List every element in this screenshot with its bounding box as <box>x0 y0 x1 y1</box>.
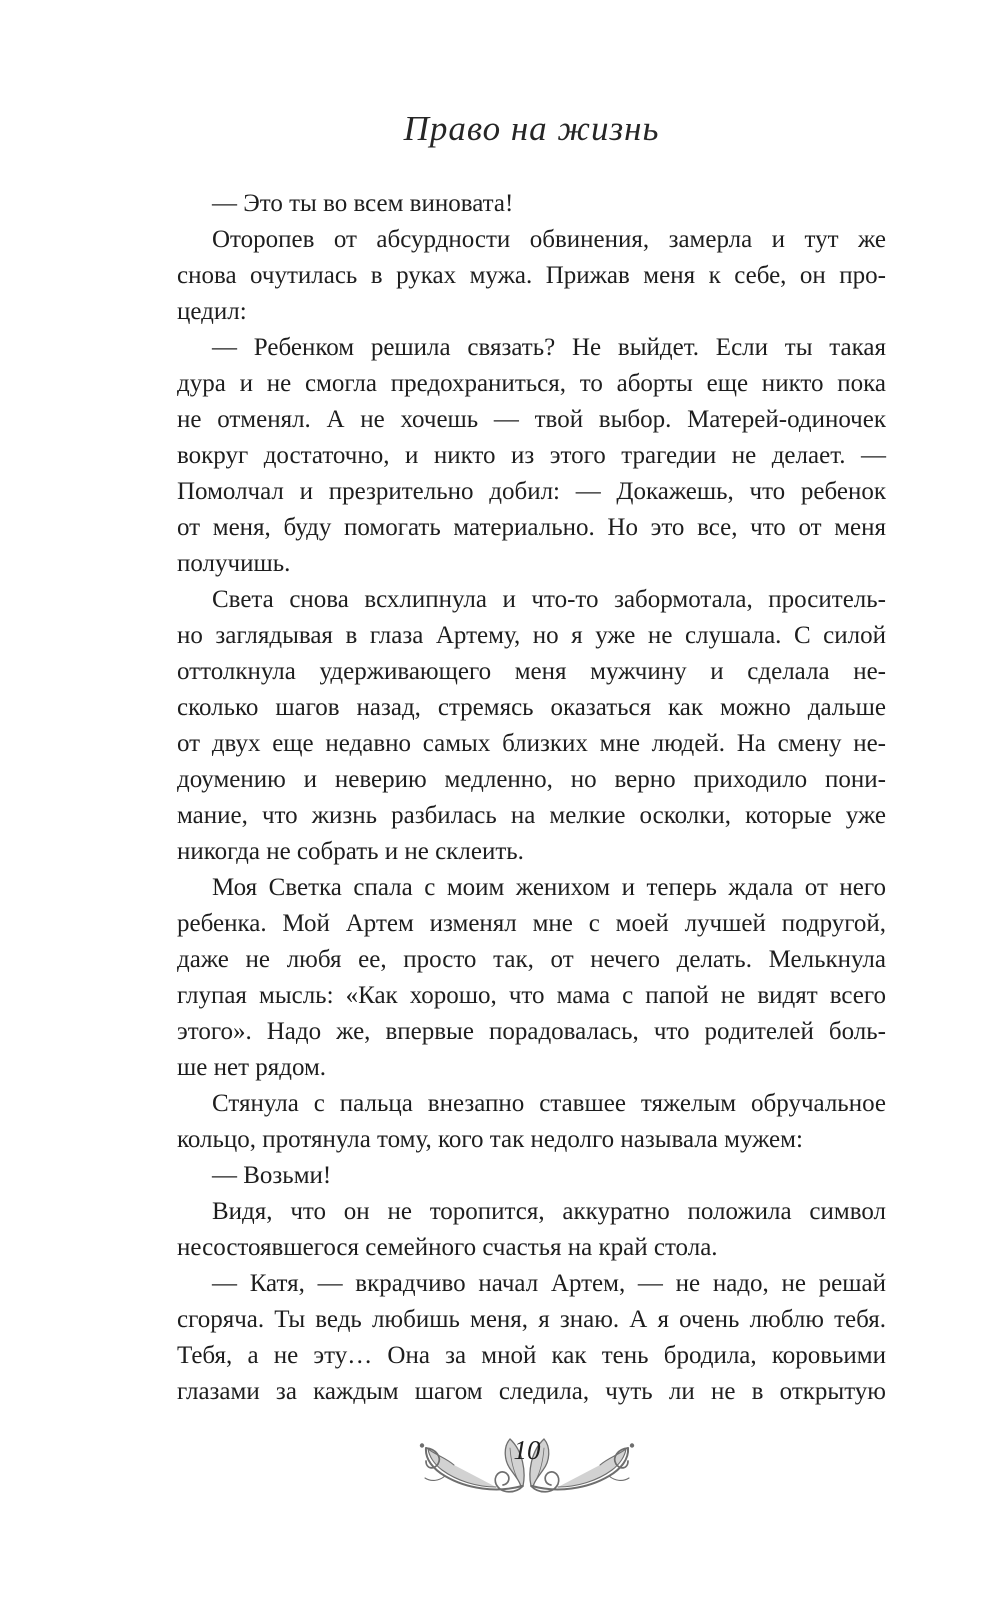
text-line: ребенка. Мой Артем изменял мне с моей лучшей подругой, <box>177 910 886 937</box>
text-line: — Катя, — вкрадчиво начал Артем, — не надо, не решай <box>212 1270 886 1297</box>
paragraph <box>177 222 886 330</box>
text-line: ше нет рядом. <box>177 1054 327 1081</box>
text-line: Видя, что он не торопится, аккуратно положила символ <box>212 1198 886 1225</box>
chapter-title: Право на жизнь <box>403 109 660 148</box>
paragraph <box>177 1086 886 1158</box>
paragraph <box>177 330 886 582</box>
text-line: снова очутилась в руках мужа. Прижав меня к себе, он про- <box>177 262 886 289</box>
paragraph <box>177 1158 886 1194</box>
paragraph <box>177 582 886 870</box>
text-line: Помолчал и презрительно добил: — Докажешь, что ребенок <box>177 478 886 505</box>
text-line: несостоявшегося семейного счастья на край стола. <box>177 1234 718 1261</box>
text-line: — Это ты во всем виновата! <box>212 190 514 217</box>
flourish-left-half <box>420 1439 524 1492</box>
text-line: вокруг достаточно, и никто из этого трагедии не делает. — <box>177 442 886 469</box>
text-line: кольцо, протянула тому, кого так недолго называла мужем: <box>177 1126 803 1153</box>
paragraph <box>177 1266 886 1410</box>
text-line: никогда не собрать и не склеить. <box>177 838 524 865</box>
page-footer <box>412 1434 642 1498</box>
text-line: доумению и неверию медленно, но верно приходило пони- <box>177 766 886 793</box>
text-line: оттолкнула удерживающего меня мужчину и сделала не- <box>177 658 886 685</box>
text-line: этого». Надо же, впервые порадовалась, что родителей боль- <box>177 1018 886 1045</box>
paragraph <box>177 186 886 222</box>
page-number: 10 <box>513 1435 541 1465</box>
text-line: — Ребенком решила связать? Не выйдет. Если ты такая <box>212 334 886 361</box>
text-line: от двух еще недавно самых близких мне людей. На смену не- <box>177 730 886 757</box>
text-line: не отменял. А не хочешь — твой выбор. Матерей-одиночек <box>177 406 886 433</box>
text-line: глазами за каждым шагом следила, чуть ли не в открытую <box>177 1378 886 1405</box>
text-line: Стянула с пальца внезапно ставшее тяжелым обручальное <box>212 1090 886 1117</box>
paragraph <box>177 870 886 1086</box>
flourish-right-half <box>530 1439 634 1492</box>
text-line: — Возьми! <box>212 1162 332 1189</box>
text-line: сгоряча. Ты ведь любишь меня, я знаю. А я очень люблю тебя. <box>177 1306 886 1333</box>
text-line: Моя Светка спала с моим женихом и теперь ждала от него <box>212 874 886 901</box>
text-line: сколько шагов назад, стремясь оказаться как можно дальше <box>177 694 886 721</box>
text-line: мание, что жизнь разбилась на мелкие осколки, которые уже <box>177 802 886 829</box>
text-line: Тебя, а не эту… Она за мной как тень бродила, коровьими <box>177 1342 886 1369</box>
text-line: получишь. <box>177 550 291 577</box>
text-line: дура и не смогла предохраниться, то аборты еще никто пока <box>177 370 886 397</box>
text-line: но заглядывая в глаза Артему, но я уже не слушала. С силой <box>177 622 886 649</box>
paragraph <box>177 1194 886 1266</box>
text-line: от меня, буду помогать материально. Но это все, что от меня <box>177 514 886 541</box>
text-line: цедил: <box>177 298 247 325</box>
body-text <box>177 186 886 1410</box>
text-line: даже не любя ее, просто так, от нечего делать. Мелькнула <box>177 946 886 973</box>
text-line: глупая мысль: «Как хорошо, что мама с папой не видят всего <box>177 982 886 1009</box>
text-line: Оторопев от абсурдности обвинения, замерла и тут же <box>212 226 886 253</box>
text-line: Света снова всхлипнула и что-то забормотала, проситель- <box>212 586 886 613</box>
